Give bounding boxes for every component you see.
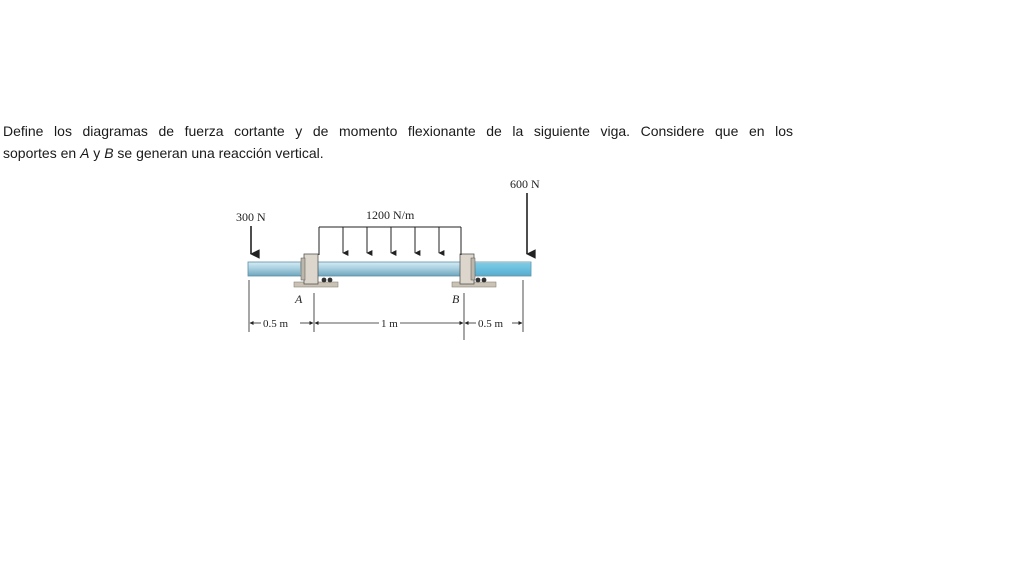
support-a-label: A <box>295 292 303 306</box>
load-left-label: 300 N <box>236 210 266 224</box>
problem-line-2-prefix: soportes en <box>3 145 81 161</box>
dimension-extension-lines <box>249 280 523 340</box>
support-b-label: B <box>452 292 460 306</box>
load-right-label: 600 N <box>510 177 540 191</box>
support-b-ref: B <box>104 145 114 161</box>
problem-line-1: Define los diagramas de fuerza cortante y de momento flexionante de la siguiente viga. Considere que en los <box>3 123 793 139</box>
dimension-left-label: 0.5 m <box>263 318 289 330</box>
distributed-load <box>319 227 461 255</box>
dimension-middle-label: 1 m <box>381 318 398 330</box>
problem-conjunction: y <box>89 145 105 161</box>
dimension-right-label: 0.5 m <box>478 318 504 330</box>
distributed-load-label: 1200 N/m <box>366 208 415 222</box>
support-a-ref: A <box>80 145 90 161</box>
beam <box>248 262 531 276</box>
problem-line-2-suffix: se generan una reacción vertical. <box>113 145 324 161</box>
